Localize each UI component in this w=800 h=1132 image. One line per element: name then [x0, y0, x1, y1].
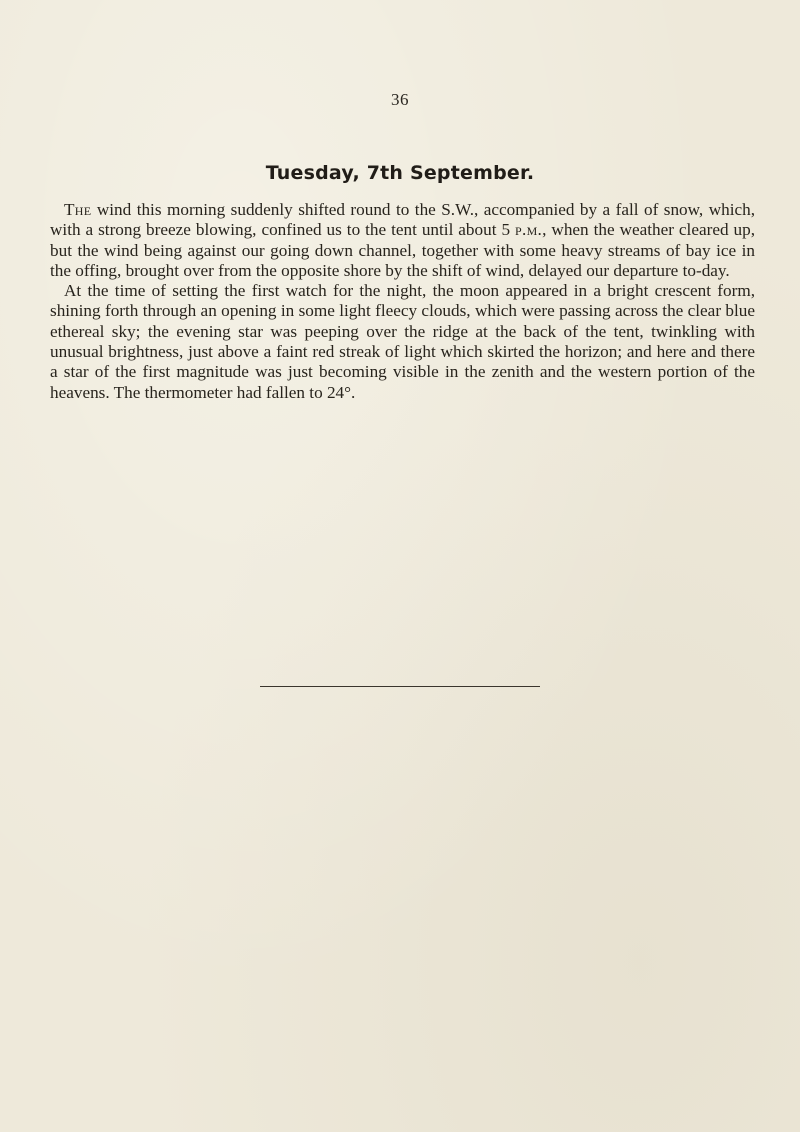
body-text: [50, 200, 755, 403]
paragraph-text: wind this morning suddenly shifted round to the S.W., accompanied by a fall of snow, which, with a strong breeze blowing, confined us to the tent until about 5: [50, 200, 755, 240]
paragraph-2: At the time of setting the first watch for the night, the moon appeared in a bright crescent form, shining forth through an opening in some light fleecy clouds, which were passing across the clear blue ethereal sky; the evening star was peeping over the ridge at the back of the tent, twinkling with unusual brightness, just above a faint red streak of light which skirted the horizon; and here and there a star of the first magnitude was just becoming visible in the zenith and the western portion of the heavens. The thermometer had fallen to 24°.: [50, 281, 755, 402]
page-title: Tuesday, 7th September.: [265, 162, 535, 184]
paragraph-lead: The: [64, 200, 92, 219]
section-divider: [260, 686, 540, 687]
paragraph-tail: , when the weather cleared up, but the wind being against our going down channel, together with some heavy streams of bay ice in the offing, brought over from the opposite shore by the shift of wind, delayed our departure to-day.: [50, 220, 755, 280]
page-number: 36: [391, 90, 409, 109]
paragraph-1: [50, 200, 755, 281]
time-abbreviation: p.m.: [515, 220, 543, 240]
